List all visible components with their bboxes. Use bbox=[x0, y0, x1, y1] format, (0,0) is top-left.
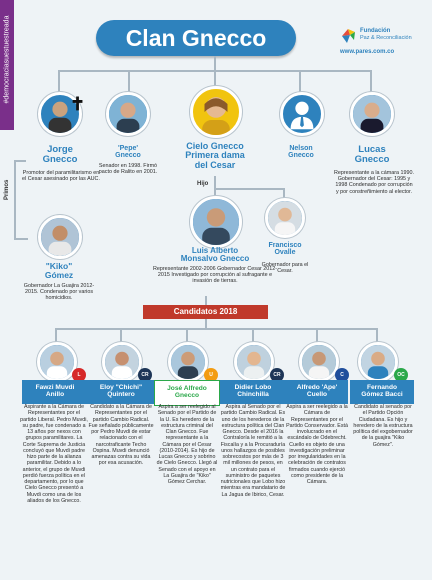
logo-line1: Fundación bbox=[360, 28, 391, 34]
person-photo-icon bbox=[193, 199, 239, 245]
party-logo-cambio-radical: CR bbox=[138, 368, 152, 382]
family-name: Nelson Gnecco bbox=[288, 145, 314, 160]
connector bbox=[58, 70, 372, 72]
luis-desc: Representante 2002-2006 Gobernador Cesar 2012-2015 Investigado por corrupción al sufragante e invasión de tierras. bbox=[152, 266, 278, 285]
party-logo-opcion-ciudadana: OC bbox=[394, 368, 408, 382]
connector bbox=[214, 188, 284, 190]
family-desc: Senador en 1998. Firmó pacto de Ralito en 2001. bbox=[98, 163, 158, 176]
portrait-candidate bbox=[299, 342, 339, 382]
party-logo-cambio-radical: CR bbox=[270, 368, 284, 382]
portrait-candidate bbox=[102, 342, 142, 382]
connector bbox=[14, 160, 16, 240]
cross-icon: ✝ bbox=[70, 94, 86, 114]
kiko-name: "Kiko" Gómez bbox=[44, 261, 74, 280]
logo-mark-icon bbox=[340, 28, 356, 44]
connector bbox=[376, 328, 378, 342]
connector bbox=[55, 328, 377, 330]
portrait-candidate bbox=[234, 342, 274, 382]
party-logo-liberal: L bbox=[72, 368, 86, 382]
connector bbox=[214, 176, 216, 196]
party-logo-conservador: C bbox=[335, 368, 349, 382]
person-photo-icon bbox=[105, 345, 139, 379]
candidate-name: Eloy "Chichi" Quintero bbox=[88, 380, 154, 404]
person-photo-icon bbox=[41, 218, 79, 256]
page-title: Clan Gnecco bbox=[96, 20, 296, 56]
portrait-pepe-gnecco bbox=[106, 92, 150, 136]
connector bbox=[316, 328, 318, 342]
candidate-desc: Aspira a ser reelegido a la Cámara de Representantes por el Partido Conservador. Está involucrado en el escándalo de Odebrecht. Cuello es objeto de una investigación preliminar por irregularidades en la celebración de contratos firmados cuando ejerció como presidente de la Cámara. bbox=[286, 404, 348, 485]
person-photo-icon bbox=[268, 201, 302, 235]
connector bbox=[299, 70, 301, 92]
hijo-label: Hijo bbox=[197, 181, 209, 187]
francisco-desc: Gobernador para el Cesar. bbox=[261, 262, 309, 275]
candidate-desc: Candidato al senado por el Partido Opción Ciudadana. Es hijo y heredero de la estructura política del exgobernador de la guajira "Kiko Gómez". bbox=[353, 404, 413, 448]
candidate-name: Fernando Gómez Bacci bbox=[350, 380, 414, 404]
connector bbox=[252, 328, 254, 342]
candidate-name: Didier Lobo Chinchilla bbox=[220, 380, 286, 404]
candidate-name: José Alfredo Gnecco bbox=[154, 380, 220, 406]
connector bbox=[14, 238, 28, 240]
person-photo-icon bbox=[40, 345, 74, 379]
connector bbox=[58, 70, 60, 92]
portrait-candidate bbox=[358, 342, 398, 382]
person-photo-icon bbox=[302, 345, 336, 379]
family-desc: Promotor del paramilitarismo en el Cesar asesinado por las AUC. bbox=[22, 170, 100, 183]
portrait-nelson-gnecco bbox=[280, 92, 324, 136]
portrait-lucas-gnecco bbox=[350, 92, 394, 136]
family-desc: Representante a la cámara 1990. Gobernador del Cesar: 1995 y 1998 Condenado por corrupción y por constreñimiento al elector. bbox=[334, 170, 415, 195]
person-silhouette-icon bbox=[283, 95, 321, 133]
candidate-name: Alfredo 'Ape' Cuello bbox=[286, 380, 348, 404]
family-name: Jorge Gnecco bbox=[42, 144, 78, 165]
logo-url: www.pares.com.co bbox=[340, 49, 395, 55]
person-photo-icon bbox=[171, 345, 205, 379]
candidate-desc: Candidato a la Cámara de Representantes por el partido Cambio Radical. Fue señalado públicamente por Pedro Muvdi de estar relacionado con el narcotraficante Techo Ospina. Muvdi denunció amenazas contra su vida por esa acusación. bbox=[88, 404, 154, 467]
family-name: Cielo Gnecco Primera dama del Cesar bbox=[185, 141, 245, 170]
primos-label: Primos bbox=[4, 179, 10, 200]
candidate-desc: Aspira a ser reelegido al Senado por el Partido de la U. Es heredero de la estructura criminal del Clan Gnecco. Fue representante a la Cámara por el Cesar (2010-2014). Es hijo de Lucas Gnecco y sobrino de Cielo Gnecco. Llegó al Senado con el apoyo en La Guajira de "Kiko" Gómez Cerchar. bbox=[156, 404, 218, 485]
francisco-name: Francisco Ovalle bbox=[268, 242, 302, 257]
hashtag-text: #democraciasuestuestreada bbox=[3, 15, 11, 104]
connector bbox=[283, 188, 285, 198]
portrait-candidate bbox=[168, 342, 208, 382]
kiko-desc: Gobernador La Guajira 2012-2015. Condenado por varios homicidios. bbox=[23, 283, 95, 302]
person-photo-icon bbox=[237, 345, 271, 379]
family-name: 'Pepe' Gnecco bbox=[115, 145, 141, 160]
person-photo-icon bbox=[361, 345, 395, 379]
person-photo-icon bbox=[109, 95, 147, 133]
candidatos-banner: Candidatos 2018 bbox=[143, 305, 268, 319]
portrait-kiko-gomez bbox=[38, 215, 82, 259]
logo-line2: Paz & Reconciliación bbox=[360, 35, 412, 41]
party-logo-partido-u: U bbox=[204, 368, 218, 382]
connector bbox=[55, 328, 57, 342]
candidate-desc: Aspirante a la Cámara de Representantes por el partido Liberal. Pedro Muvdi, su padre, fue condenado a 13 años por nexos con grupos paramilitares. La Corte Suprema de Justicia concluyó que Muvdi padre hizo parte de la alianza paramilitar. Debido a lo anterior, el grupo de Muvdi perdió fuerza política en el departamento, por lo que Cielo Gnecco presentó a Muvdi como una de los aliados de los Gnecco. bbox=[20, 404, 88, 504]
connector bbox=[120, 328, 122, 342]
connector bbox=[186, 328, 188, 342]
connector bbox=[370, 70, 372, 92]
family-name: Lucas Gnecco bbox=[354, 144, 390, 165]
luis-name: Luis Alberto Monsalvo Gnecco bbox=[180, 246, 250, 264]
portrait-cielo-gnecco bbox=[190, 86, 242, 138]
connector bbox=[128, 70, 130, 92]
person-photo-icon bbox=[353, 95, 391, 133]
person-photo-icon bbox=[193, 89, 239, 135]
portrait-francisco-ovalle bbox=[265, 198, 305, 238]
candidate-desc: Aspira al Senado por el partido Cambio Radical. Es uno de los herederos de la estructura política del Clan Gnecco. Desde el 2016 la Contraloría le remitió a la Fiscalía y a la Procuraduría unos hallazgos de posibles sobrecostos por más de 3 mil millones de pesos, en un contrato para el suministro de paquetes nutricionales que Lobo hizo mientras era mandatario de La Jagua de Ibirico, Cesar. bbox=[220, 404, 286, 498]
candidate-name: Fawzi Muvdi Anillo bbox=[22, 380, 88, 404]
portrait-candidate bbox=[37, 342, 77, 382]
hashtag-banner bbox=[0, 0, 14, 130]
portrait-luis-monsalvo bbox=[190, 196, 242, 248]
